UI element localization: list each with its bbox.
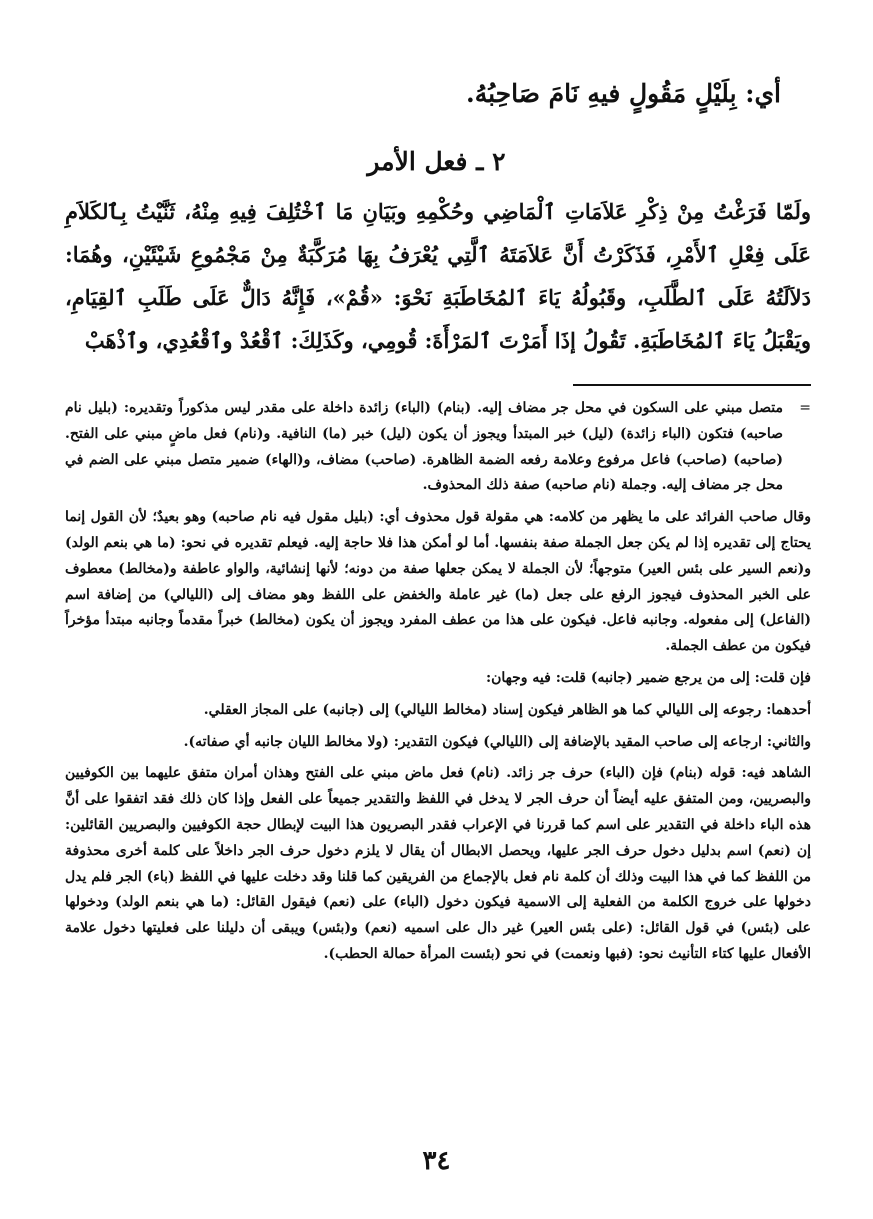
page-number: ٣٤ [422,1146,451,1176]
main-paragraph: ولَمّا فَرَغْتُ مِنْ ذِكْرِ عَلاَمَاتِ ٱلْمَاضِي وحُكْمِهِ وبَيَانِ مَا ٱخْتُلِفَ فِيهِ مِنْهُ، ثَنَّيْتُ بِٱلكَلاَمِ عَلَى فِعْلِ ٱلأَمْرِ، فَذَكَرْتُ أَنَّ عَلاَمَتَهُ ٱلَّتِي يُعْرَفُ بِهَا مُرَكَّبَةٌ مِنْ مَجْمُوعِ شَيْئَيْنِ، وهُمَا: دَلاَلَتُهُ عَلَى ٱلطَّلَبِ، وقَبُولُهُ يَاءَ ٱلمُخَاطَبَةِ نَحْوَ: «قُمْ»، فَإِنَّهُ دَالٌّ عَلَى طَلَبِ ٱلقِيَامِ، ويَقْبَلُ يَاءَ ٱلمُخَاطَبَةِ. تَقُولُ إذَا أَمَرْتَ ٱلمَرْأَةَ: قُومِي، وكَذَلِكَ: ٱقْعُدْ وٱقْعُدِي، وٱذْهَبْ [65,199,811,353]
footnote-paragraph: والثاني: ارجاعه إلى صاحب المقيد بالإضافة إلى (الليالي) فيكون التقدير: (ولا مخالط الليان جانبه أي صفاته). [183,733,811,750]
section-title: ٢ ـ فعل الأمر [367,147,506,176]
footnote-separator [573,384,811,386]
footnote-paragraph: أحدهما: رجوعه إلى الليالي كما هو الظاهر فيكون إسناد (مخالط الليالي) إلى (جانبه) على المجاز العقلي. [203,701,811,718]
footnote-paragraph: فإن قلت: إلى من يرجع ضمير (جانبه) قلت: فيه وجهان: [485,669,811,686]
footnotes [65,396,811,974]
footnote-paragraph: الشاهد فيه: قوله (بنام) فإن (الباء) حرف جر زائد. (نام) فعل ماض مبني على الفتح وهذان أمران متفق عليهما بين الكوفيين والبصريين، ومن المتفق عليه أيضاً أن حرف الجر لا يدخل في اللفظ والتقدير جميعاً على الفعل وإذا كان ذلك فقد اتفقوا على أنَّ هذه الباء داخلة في التقدير على اسم كما قررنا في الإعراب فقدر البصريون هذا البيت لإبطال حجة الكوفيين والبصريين القائلين: إن (نعم) اسم بدليل دخول حرف الجر عليها، ويحصل الابطال أن يقال لا يلزم دخول حرف الجر داخلاً على كلمة أخرى محذوفة من اللفظ كما في هذا البيت وذلك أن كلمة نام فعل بالإجماع من الفريقين كما قلنا وقد دخلت عليها في اللفظ (باء) الجر فلم يدل دخولها على خروج الكلمة من الفعلية إلى الاسمية فيكون دخول (الباء) على (نعم) فيقول القائل: (ما هي بنعم الولد) ودخولها على (بئس) في قول القائل: (على بئس العير) غير دال على اسميه (نعم) و(بئس) ويبقى أن دليلنا على فعليتها دخول علامة الأفعال عليها كتاء التأنيث نحو: (فبها ونعمت) في نحو (بئست المرأة حمالة الحطب). [65,765,811,962]
footnote-text: متصل مبني على السكون في محل جر مضاف إليه. (بنام) (الباء) زائدة داخلة على مقدر ليس مذكوراً وتقديره: (بليل نام صاحبه) فتكون (الباء زائدة) (ليل) خبر المبتدأ ويجوز أن يكون (ليل) خبر (ما) النافية. و(نام) فعل ماضٍ مبني على الفتح. (صاحبه) (صاحب) فاعل مرفوع وعلامة رفعه الضمة الظاهرة. (صاحب) مضاف، و(الهاء) ضمير متصل مبني على الضم في محل جر مضاف إليه. وجملة (نام صاحبه) صفة ذلك المحذوف. [65,400,783,494]
footnote-paragraph [65,396,811,499]
footnote-continuation-marker: = [799,400,811,416]
footnote-paragraph: وقال صاحب الفرائد على ما يظهر من كلامه: هي مقولة قول محذوف أي: (بليل مقول فيه نام صاحبه) وهو بعيدٌ؛ لأن القول إنما يحتاج إلى تقديره إذا لم يكن جعل الجملة صفة بنفسها. أما لو أمكن هذا فلا حاجة إليه. فيعلم تقديره في نحو: (ما هي بنعم الولد) و(نعم السير على بئس العير) متوجهاً؛ لأن الجملة لا يمكن جعلها صفة من دونه؛ لأنها إنشائية، والواو عاطفة و(مخالط) معطوف على الخبر المحذوف فيجوز الرفع على جعل (ما) غير عاملة والخفض على اللفظ وهو مضاف إلى (الليالي) من إضافة اسم (الفاعل) إلى مفعوله. وجانبه فاعل. فيكون على هذا من عطف المفرد ويجوز أن يكون (مخالط) خبراً مقدماً وجانبه مبتدأ مؤخراً فيكون من عطف الجملة. [65,509,811,655]
intro-line: أي: بِلَيْلٍ مَقُولٍ فيهِ نَامَ صَاحِبُهُ. [466,79,781,108]
